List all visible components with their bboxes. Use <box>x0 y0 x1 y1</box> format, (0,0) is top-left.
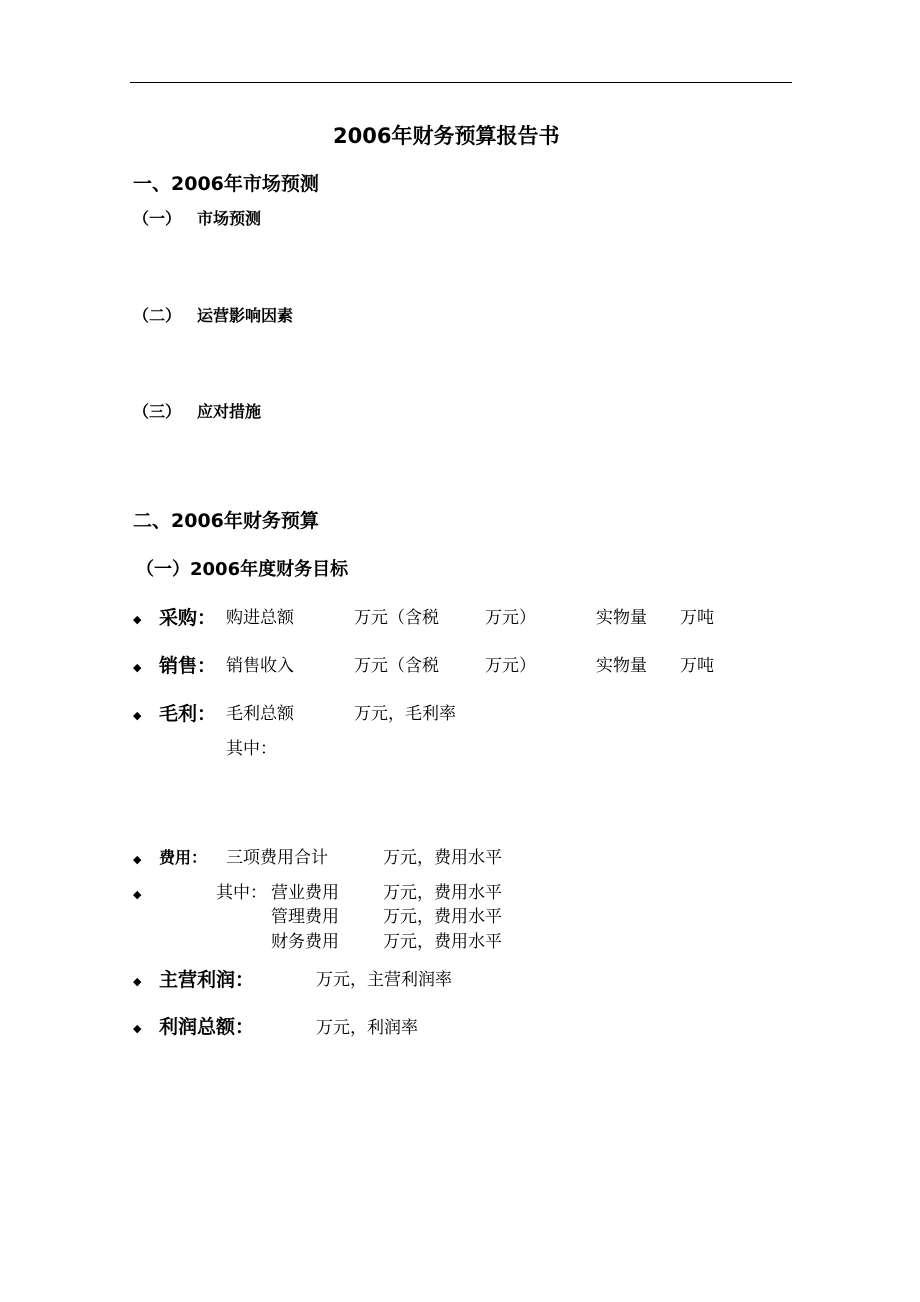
header-rule <box>130 82 792 83</box>
section-1-item-1-text: 市场预测 <box>197 209 262 228</box>
gross-profit-rate: 万元，毛利率 <box>354 704 456 724</box>
bullet-icon: ◆ <box>133 975 142 988</box>
expense-detail-value: 万元，费用水平 <box>383 907 502 927</box>
bullet-icon: ◆ <box>133 613 142 626</box>
sales-quantity-unit: 万吨 <box>680 656 714 676</box>
section-1-item-1-number: （一） <box>133 209 182 228</box>
expense-detail-name: 管理费用 <box>271 907 339 927</box>
sales-quantity: 实物量 <box>596 656 647 676</box>
section-1-item-2-number: （二） <box>133 306 182 325</box>
expense-total: 三项费用合计 <box>226 848 328 868</box>
expense-detail-value: 万元，费用水平 <box>383 932 502 952</box>
sales-unit-tax: 万元（含税 <box>354 656 439 676</box>
section-2-heading: 二、2006年财务预算 <box>133 510 319 532</box>
purchase-total: 购进总额 <box>226 608 294 628</box>
expense-detail-value: 万元，费用水平 <box>383 883 502 903</box>
expense-detail-prefix: 其中： <box>216 883 267 903</box>
document-title: 2006年财务预算报告书 <box>333 124 560 148</box>
sales-unit-close: 万元） <box>485 656 536 676</box>
section-2-sub-heading: （一）2006年度财务目标 <box>136 559 349 580</box>
purchase-quantity-unit: 万吨 <box>680 608 714 628</box>
purchase-label: 采购： <box>159 607 217 629</box>
section-1-item-2-text: 运营影响因素 <box>197 306 294 325</box>
main-profit-rate: 万元，主营利润率 <box>316 970 452 990</box>
total-profit-label: 利润总额： <box>159 1016 255 1038</box>
purchase-quantity: 实物量 <box>596 608 647 628</box>
expense-detail-name: 营业费用 <box>271 883 339 903</box>
purchase-unit-close: 万元） <box>485 608 536 628</box>
bullet-icon: ◆ <box>133 888 142 901</box>
gross-profit-sub: 其中： <box>226 739 277 759</box>
bullet-icon: ◆ <box>133 853 142 866</box>
purchase-unit-tax: 万元（含税 <box>354 608 439 628</box>
expense-level: 万元，费用水平 <box>383 848 502 868</box>
sales-label: 销售： <box>159 655 217 677</box>
section-1-item-3-text: 应对措施 <box>197 402 262 421</box>
expense-label: 费用： <box>159 848 208 867</box>
bullet-icon: ◆ <box>133 1022 142 1035</box>
main-profit-label: 主营利润： <box>159 969 255 991</box>
bullet-icon: ◆ <box>133 661 142 674</box>
expense-detail-name: 财务费用 <box>271 932 339 952</box>
section-1-heading: 一、2006年市场预测 <box>133 173 319 195</box>
gross-profit-label: 毛利： <box>159 703 217 725</box>
gross-profit-total: 毛利总额 <box>226 704 294 724</box>
section-1-item-3-number: （三） <box>133 402 182 421</box>
sales-revenue: 销售收入 <box>226 656 294 676</box>
bullet-icon: ◆ <box>133 709 142 722</box>
total-profit-rate: 万元，利润率 <box>316 1018 418 1038</box>
